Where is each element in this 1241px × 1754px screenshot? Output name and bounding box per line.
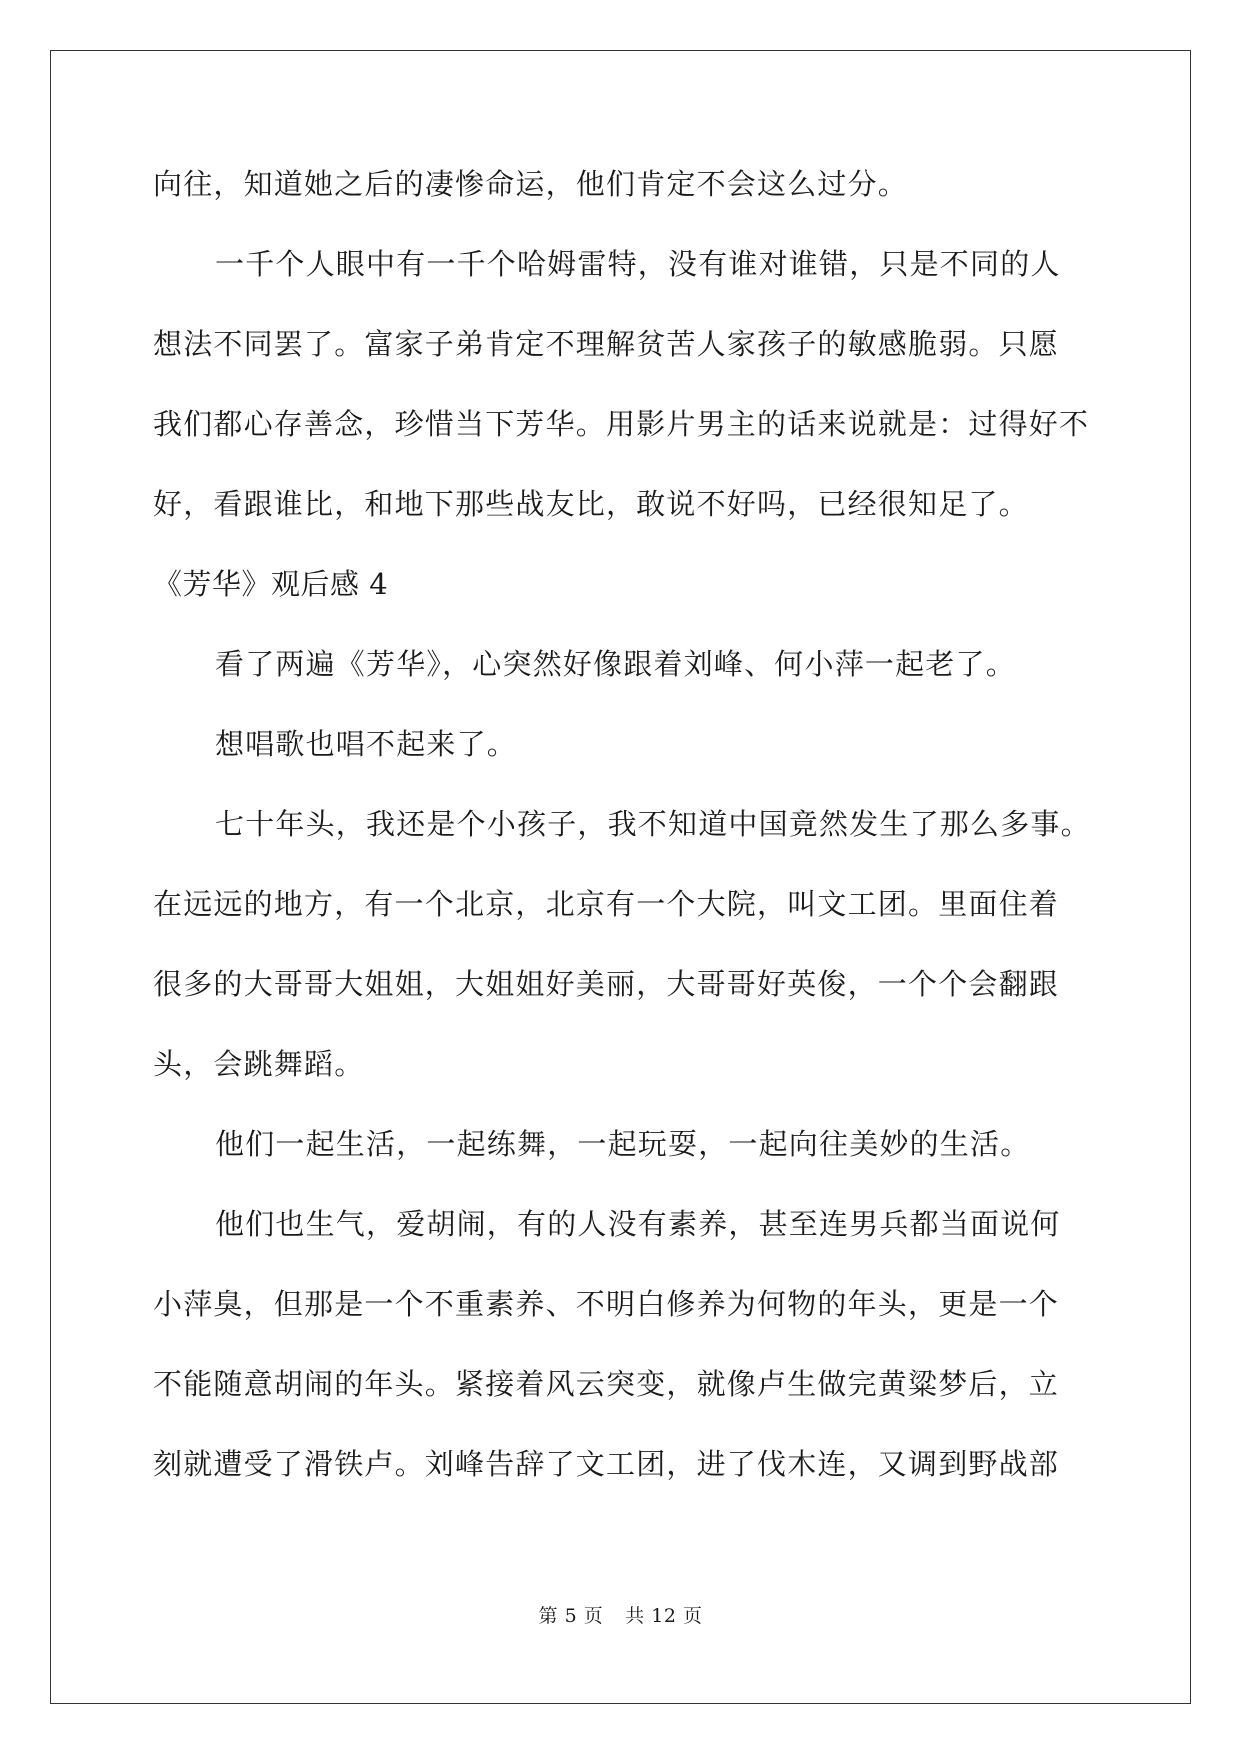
text-line: 在远远的地方，有一个北京，北京有一个大院，叫文工团。里面住着 <box>153 887 1060 921</box>
text-line: 不能随意胡闹的年头。紧接着风云突变，就像卢生做完黄粱梦后，立 <box>153 1367 1060 1401</box>
paragraph-start: 他们一起生活，一起练舞，一起玩耍，一起向往美妙的生活。 <box>215 1127 1031 1161</box>
text-line: 向往，知道她之后的凄惨命运，他们肯定不会这么过分。 <box>153 167 909 201</box>
text-line: 我们都心存善念，珍惜当下芳华。用影片男主的话来说就是：过得好不 <box>153 407 1090 441</box>
document-body <box>153 144 1091 1504</box>
text-line: 想法不同罢了。富家子弟肯定不理解贫苦人家孩子的敏感脆弱。只愿 <box>153 327 1060 361</box>
paragraph-start: 看了两遍《芳华》，心突然好像跟着刘峰、何小萍一起老了。 <box>215 647 1016 681</box>
paragraph-start: 他们也生气，爱胡闹，有的人没有素养，甚至连男兵都当面说何 <box>215 1207 1061 1241</box>
text-line: 刻就遭受了滑铁卢。刘峰告辞了文工团，进了伐木连，又调到野战部 <box>153 1447 1060 1481</box>
page-footer <box>0 1601 1241 1628</box>
page-total: 共 12 页 <box>625 1605 703 1627</box>
text-line: 头，会跳舞蹈。 <box>153 1047 365 1081</box>
paragraph-start: 七十年头，我还是个小孩子，我不知道中国竟然发生了那么多事。 <box>215 807 1091 841</box>
section-heading: 《芳华》观后感 4 <box>153 567 389 601</box>
paragraph-start: 想唱歌也唱不起来了。 <box>215 727 518 761</box>
text-line: 好，看跟谁比，和地下那些战友比，敢说不好吗，已经很知足了。 <box>153 487 1029 521</box>
text-line: 很多的大哥哥大姐姐，大姐姐好美丽，大哥哥好英俊，一个个会翻跟 <box>153 967 1060 1001</box>
paragraph-start: 一千个人眼中有一千个哈姆雷特，没有谁对谁错，只是不同的人 <box>215 247 1061 281</box>
text-line: 小萍臭，但那是一个不重素养、不明白修养为何物的年头，更是一个 <box>153 1287 1060 1321</box>
page-number: 第 5 页 <box>538 1605 604 1627</box>
